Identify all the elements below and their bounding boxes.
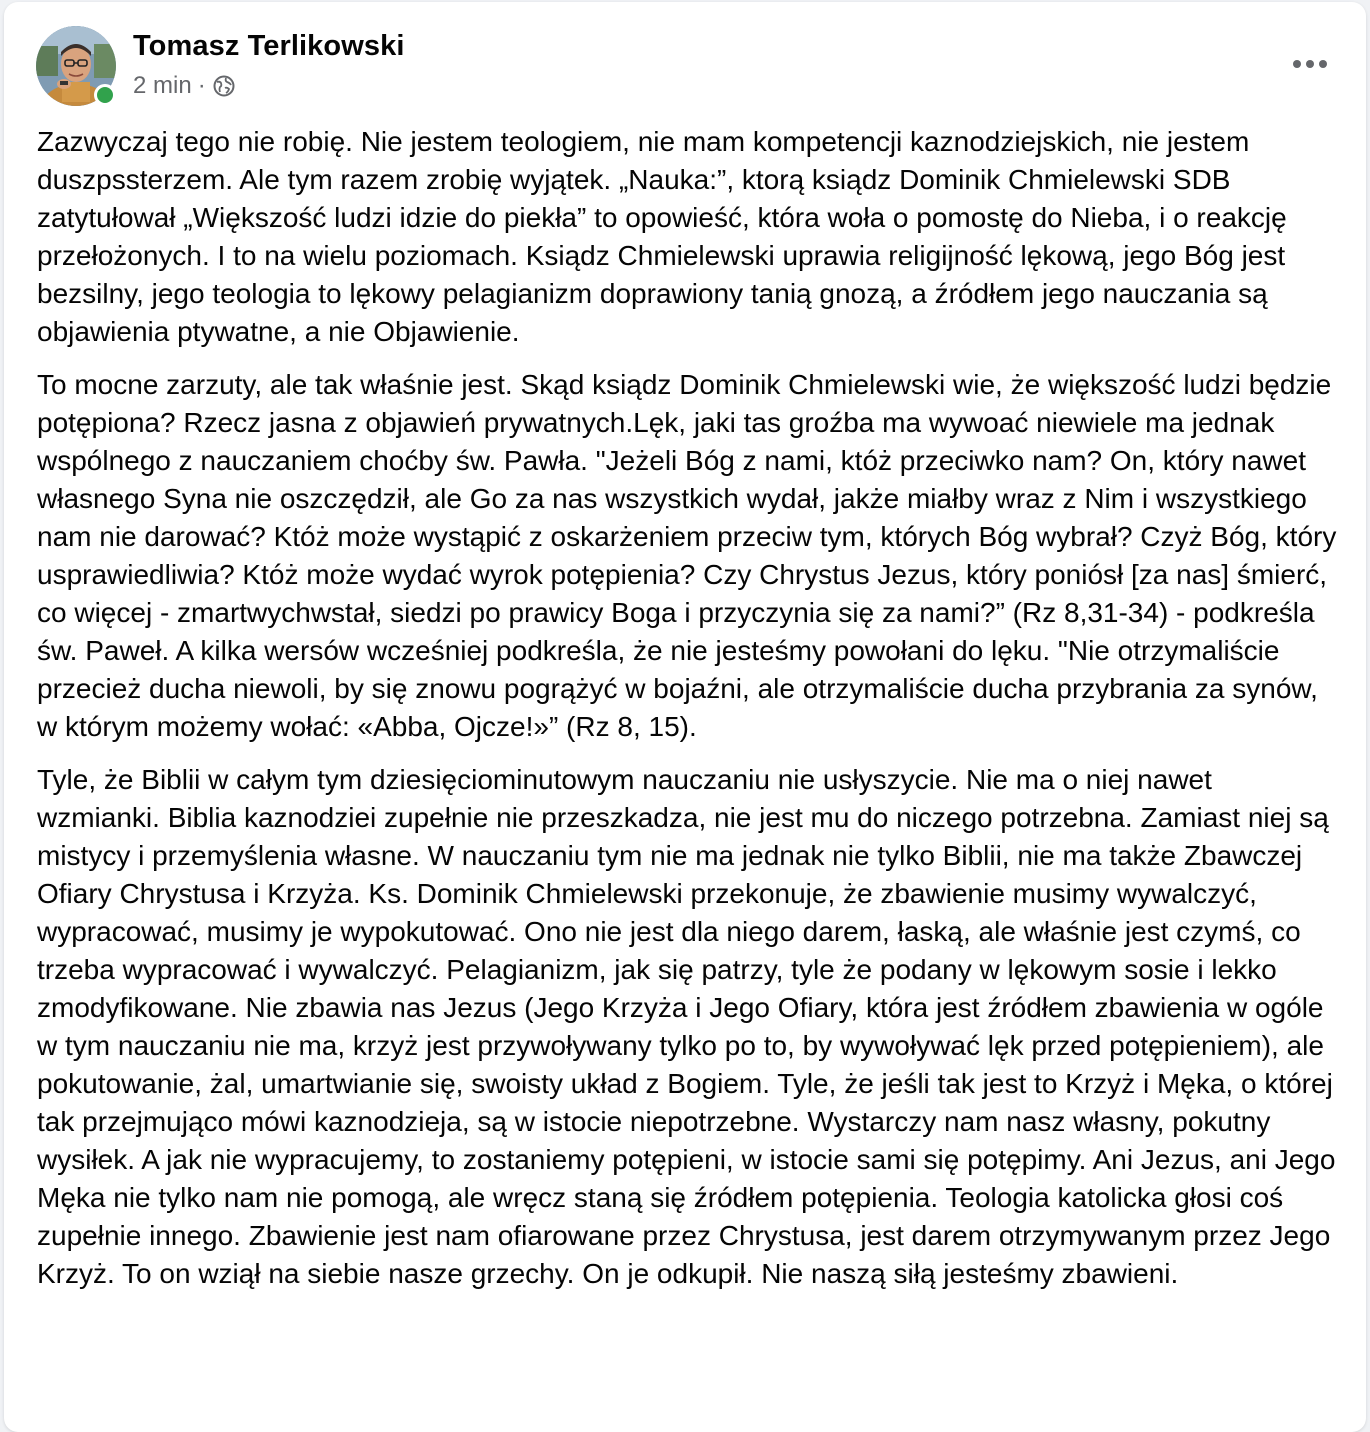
post-paragraph: Zazwyczaj tego nie robię. Nie jestem teologiem, nie mam kompetencji kaznodziejskich, nie jestem duszpssterzem. Ale tym razem zrobię wyjątek. „Nauka:”, ktorą ksiądz Dominik Chmielewski SDB zatytułował „Większość ludzi idzie do piekła” to opowieść, która woła o pomostę do Nieba, i o reakcję przełożonych. I to na wielu poziomach. Ksiądz Chmielewski uprawia religijność lękową, jego Bóg jest bezsilny, jego teologia to lękowy pelagianizm doprawiony tanią gnozą, a źródłem jego nauczania są objawienia ptywatne, a nie Objawienie. bbox=[37, 126, 1287, 347]
post-timestamp[interactable]: 2 min bbox=[133, 72, 192, 99]
more-options-button[interactable] bbox=[1286, 48, 1334, 80]
post-text bbox=[37, 123, 1337, 1308]
post-paragraph: Tyle, że Biblii w całym tym dziesięciominutowym nauczaniu nie usłyszycie. Nie ma o niej nawet wzmianki. Biblia kaznodziei zupełnie nie przeszkadza, nie jest mu do niczego potrzebna. Zamiast niej są mistycy i przemyślenia własne. W nauczaniu tym nie ma jednak nie tylko Biblii, nie ma także Zbawczej Ofiary Chrystusa i Krzyża. Ks. Dominik Chmielewski przekonuje, że zbawienie musimy wywalczyć, wypracować, musimy je wypokutować. Ono nie jest dla niego darem, łaską, ale właśnie jest czymś, co trzeba wypracować i wywalczyć. Pelagianizm, jak się patrzy, tyle że podany w lękowym sosie i lekko zmodyfikowane. Nie zbawia nas Jezus (Jego Krzyża i Jego Ofiary, która jest źródłem zbawienia w ogóle w tym nauczaniu nie ma, krzyż jest przywoływany tylko po to, by wywoływać lęk przed potępieniem), ale pokutowanie, żal, umartwianie się, swoisty układ z Bogiem. Tyle, że jeśli tak jest to Krzyż i Męka, o której tak przejmująco mówi kaznodzieja, są w istocie niepotrzebne. Wystarczy nam nasz własny, pokutny wysiłek. A jak nie wypracujemy, to zostaniemy potępieni, w istocie sami się potępimy. Ani Jezus, ani Jego Męka nie tylko nam nie pomogą, ale wręcz staną się źródłem potępienia. Teologia katolicka głosi coś zupełnie innego. Zbawienie jest nam ofiarowane przez Chrystusa, jest darem otrzymywanym przez Jego Krzyż. To on wziął na siebie nasze grzechy. On je odkupił. Nie naszą siłą jesteśmy zbawieni. bbox=[37, 764, 1336, 1289]
meta-separator: · bbox=[197, 72, 206, 99]
more-dot-icon bbox=[1306, 60, 1314, 68]
post-meta bbox=[133, 72, 236, 100]
post-paragraph: To mocne zarzuty, ale tak właśnie jest. Skąd ksiądz Dominik Chmielewski wie, że większość ludzi będzie potępiona? Rzecz jasna z objawień prywatnych.Lęk, jaki tas groźba ma wywoać niewiele ma jednak wspólnego z nauczaniem choćby św. Pawła. "Jeżeli Bóg z nami, któż przeciwko nam? On, który nawet własnego Syna nie oszczędził, ale Go za nas wszystkich wydał, jakże miałby wraz z Nim i wszystkiego nam nie darować? Któż może wystąpić z oskarżeniem przeciw tym, których Bóg wybrał? Czyż Bóg, który usprawiedliwia? Któż może wydać wyrok potępienia? Czy Chrystus Jezus, który poniósł [za nas] śmierć, co więcej - zmartwychwstał, siedzi po prawicy Boga i przyczynia się za nami?” (Rz 8,31-34) - podkreśla św. Paweł. A kilka wersów wcześniej podkreśla, że nie jesteśmy powołani do lęku. "Nie otrzymaliście przecież ducha niewoli, by się znowu pogrążyć w bojaźni, ale otrzymaliście ducha przybrania za synów, w którym możemy wołać: «Abba, Ojcze!»” (Rz 8, 15). bbox=[37, 369, 1337, 742]
more-dot-icon bbox=[1319, 60, 1327, 68]
more-dot-icon bbox=[1293, 60, 1301, 68]
globe-icon[interactable] bbox=[212, 74, 236, 98]
author-name[interactable]: Tomasz Terlikowski bbox=[133, 30, 405, 62]
post-header bbox=[36, 26, 1334, 110]
online-status-indicator bbox=[94, 84, 116, 106]
post-card bbox=[4, 2, 1366, 1432]
author-avatar-wrapper[interactable] bbox=[36, 26, 116, 106]
